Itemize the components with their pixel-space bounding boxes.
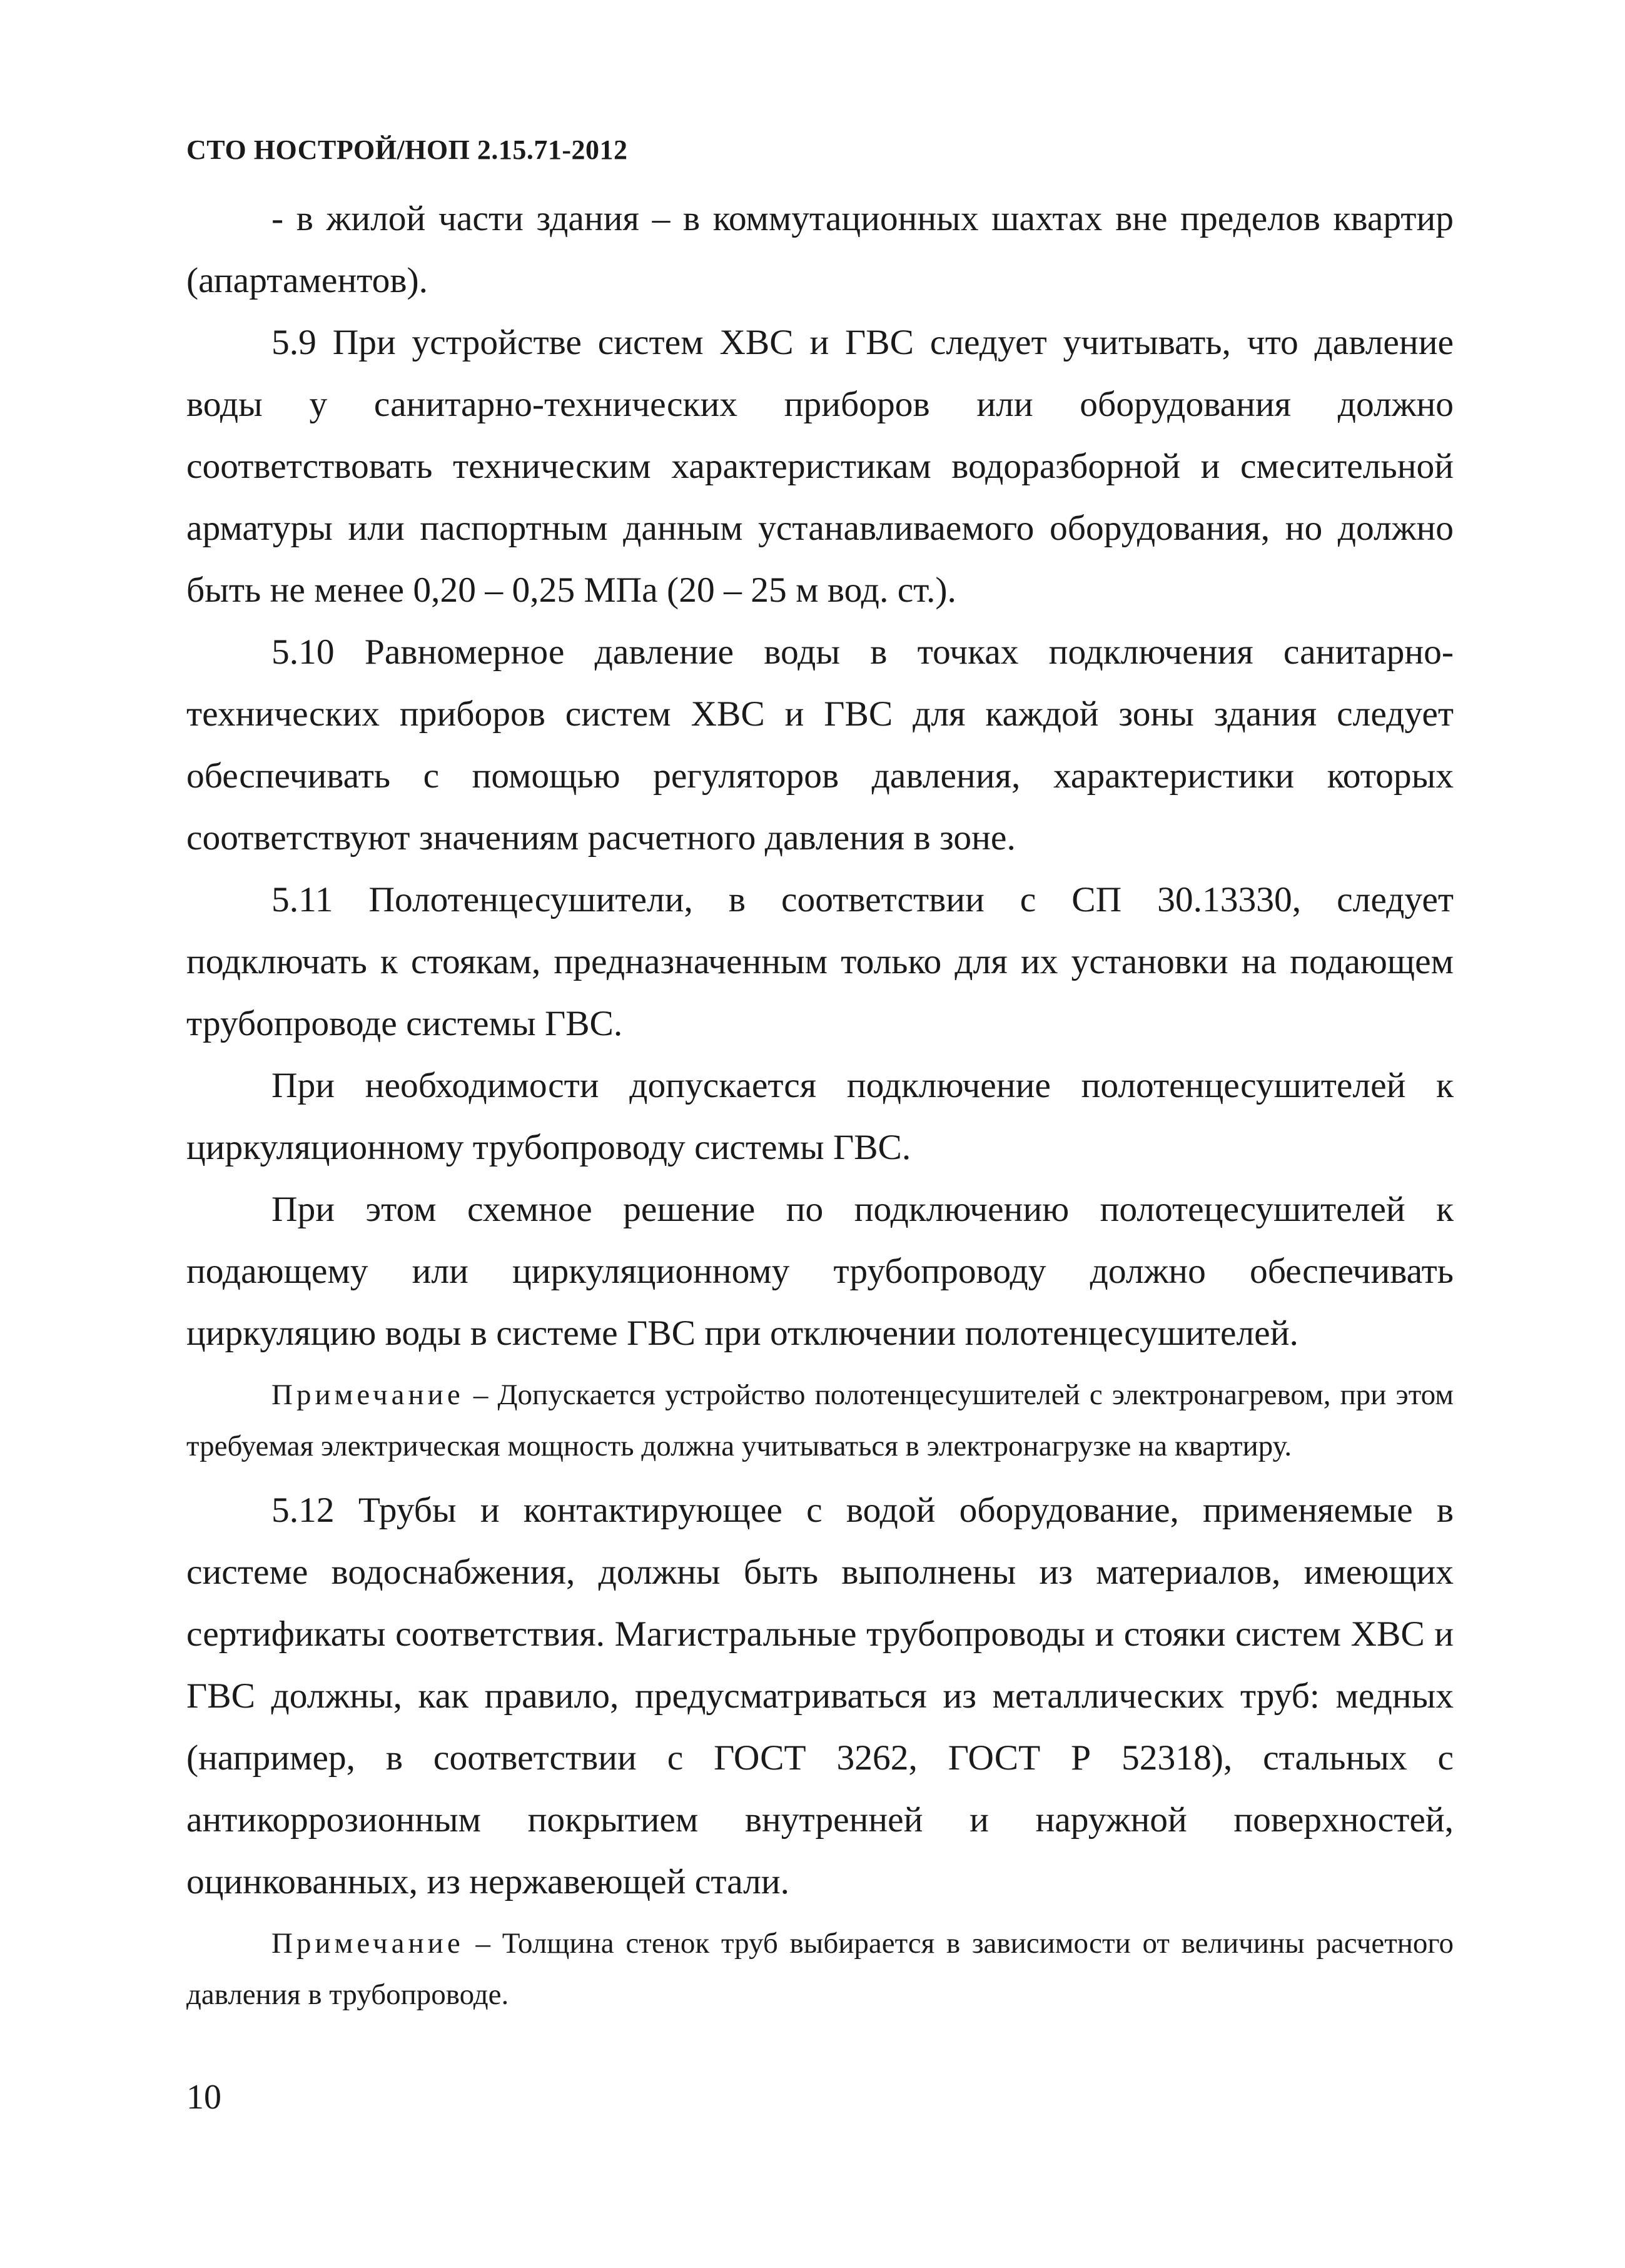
paragraph-5-10: 5.10 Равномерное давление воды в точках подключения санитарно-технических приборов систем ХВС и ГВС для каждой зоны здания следует обеспечивать с помощью регуляторов давления, характеристики которых соответствуют значениям расчетного давления в зоне. — [186, 632, 1454, 858]
paragraph-5-11-continuation: При необходимости допускается подключение полотенцесушителей к циркуляционному трубопроводу системы ГВС. — [186, 1066, 1454, 1167]
note-text: – Допускается устройство полотенцесушителей с электронагревом, при этом требуемая электрическая мощность должна учитываться в электронагрузке на квартиру. — [186, 1379, 1454, 1462]
paragraph-5-11-scheme: При этом схемное решение по подключению полотецесушителей к подающему или циркуляционному трубопроводу должно обеспечивать циркуляцию воды в системе ГВС при отключении полотенцесушителей. — [186, 1190, 1454, 1353]
paragraph-5-11: 5.11 Полотенцесушители, в соответствии с СП 30.13330, следует подключать к стоякам, предназначенным только для их установки на подающем трубопроводе системы ГВС. — [186, 880, 1454, 1043]
note-label: Примечание — [271, 1927, 464, 1960]
note-towel-dryers — [186, 1369, 1454, 1472]
paragraph-5-12: 5.12 Трубы и контактирующее с водой оборудование, применяемые в системе водоснабжения, должны быть выполнены из материалов, имеющих сертификаты соответствия. Магистральные трубопроводы и стояки систем ХВС и ГВС должны, как правило, предусматриваться из металлических труб: медных (например, в соответствии с ГОСТ 3262, ГОСТ Р 52318), стальных с антикоррозионным покрытием внутренней и наружной поверхностей, оцинкованных, из нержавеющей стали. — [186, 1491, 1454, 1901]
note-wall-thickness — [186, 1918, 1454, 2020]
paragraph-5-9: 5.9 При устройстве систем ХВС и ГВС следует учитывать, что давление воды у санитарно-технических приборов или оборудования должно соответствовать техническим характеристикам водоразборной и смесительной арматуры или паспортным данным устанавливаемого оборудования, но должно быть не менее 0,20 – 0,25 МПа (20 – 25 м вод. ст.). — [186, 323, 1454, 610]
note-text: – Толщина стенок труб выбирается в зависимости от величины расчетного давления в трубопроводе. — [186, 1927, 1454, 2011]
note-label: Примечание — [271, 1379, 464, 1411]
paragraph-intro: - в жилой части здания – в коммутационных шахтах вне пределов квартир (апартаментов). — [186, 199, 1454, 300]
document-code-header: СТО НОСТРОЙ/НОП 2.15.71-2012 — [186, 134, 628, 165]
page-number: 10 — [186, 2078, 221, 2117]
document-body — [186, 188, 1454, 2028]
